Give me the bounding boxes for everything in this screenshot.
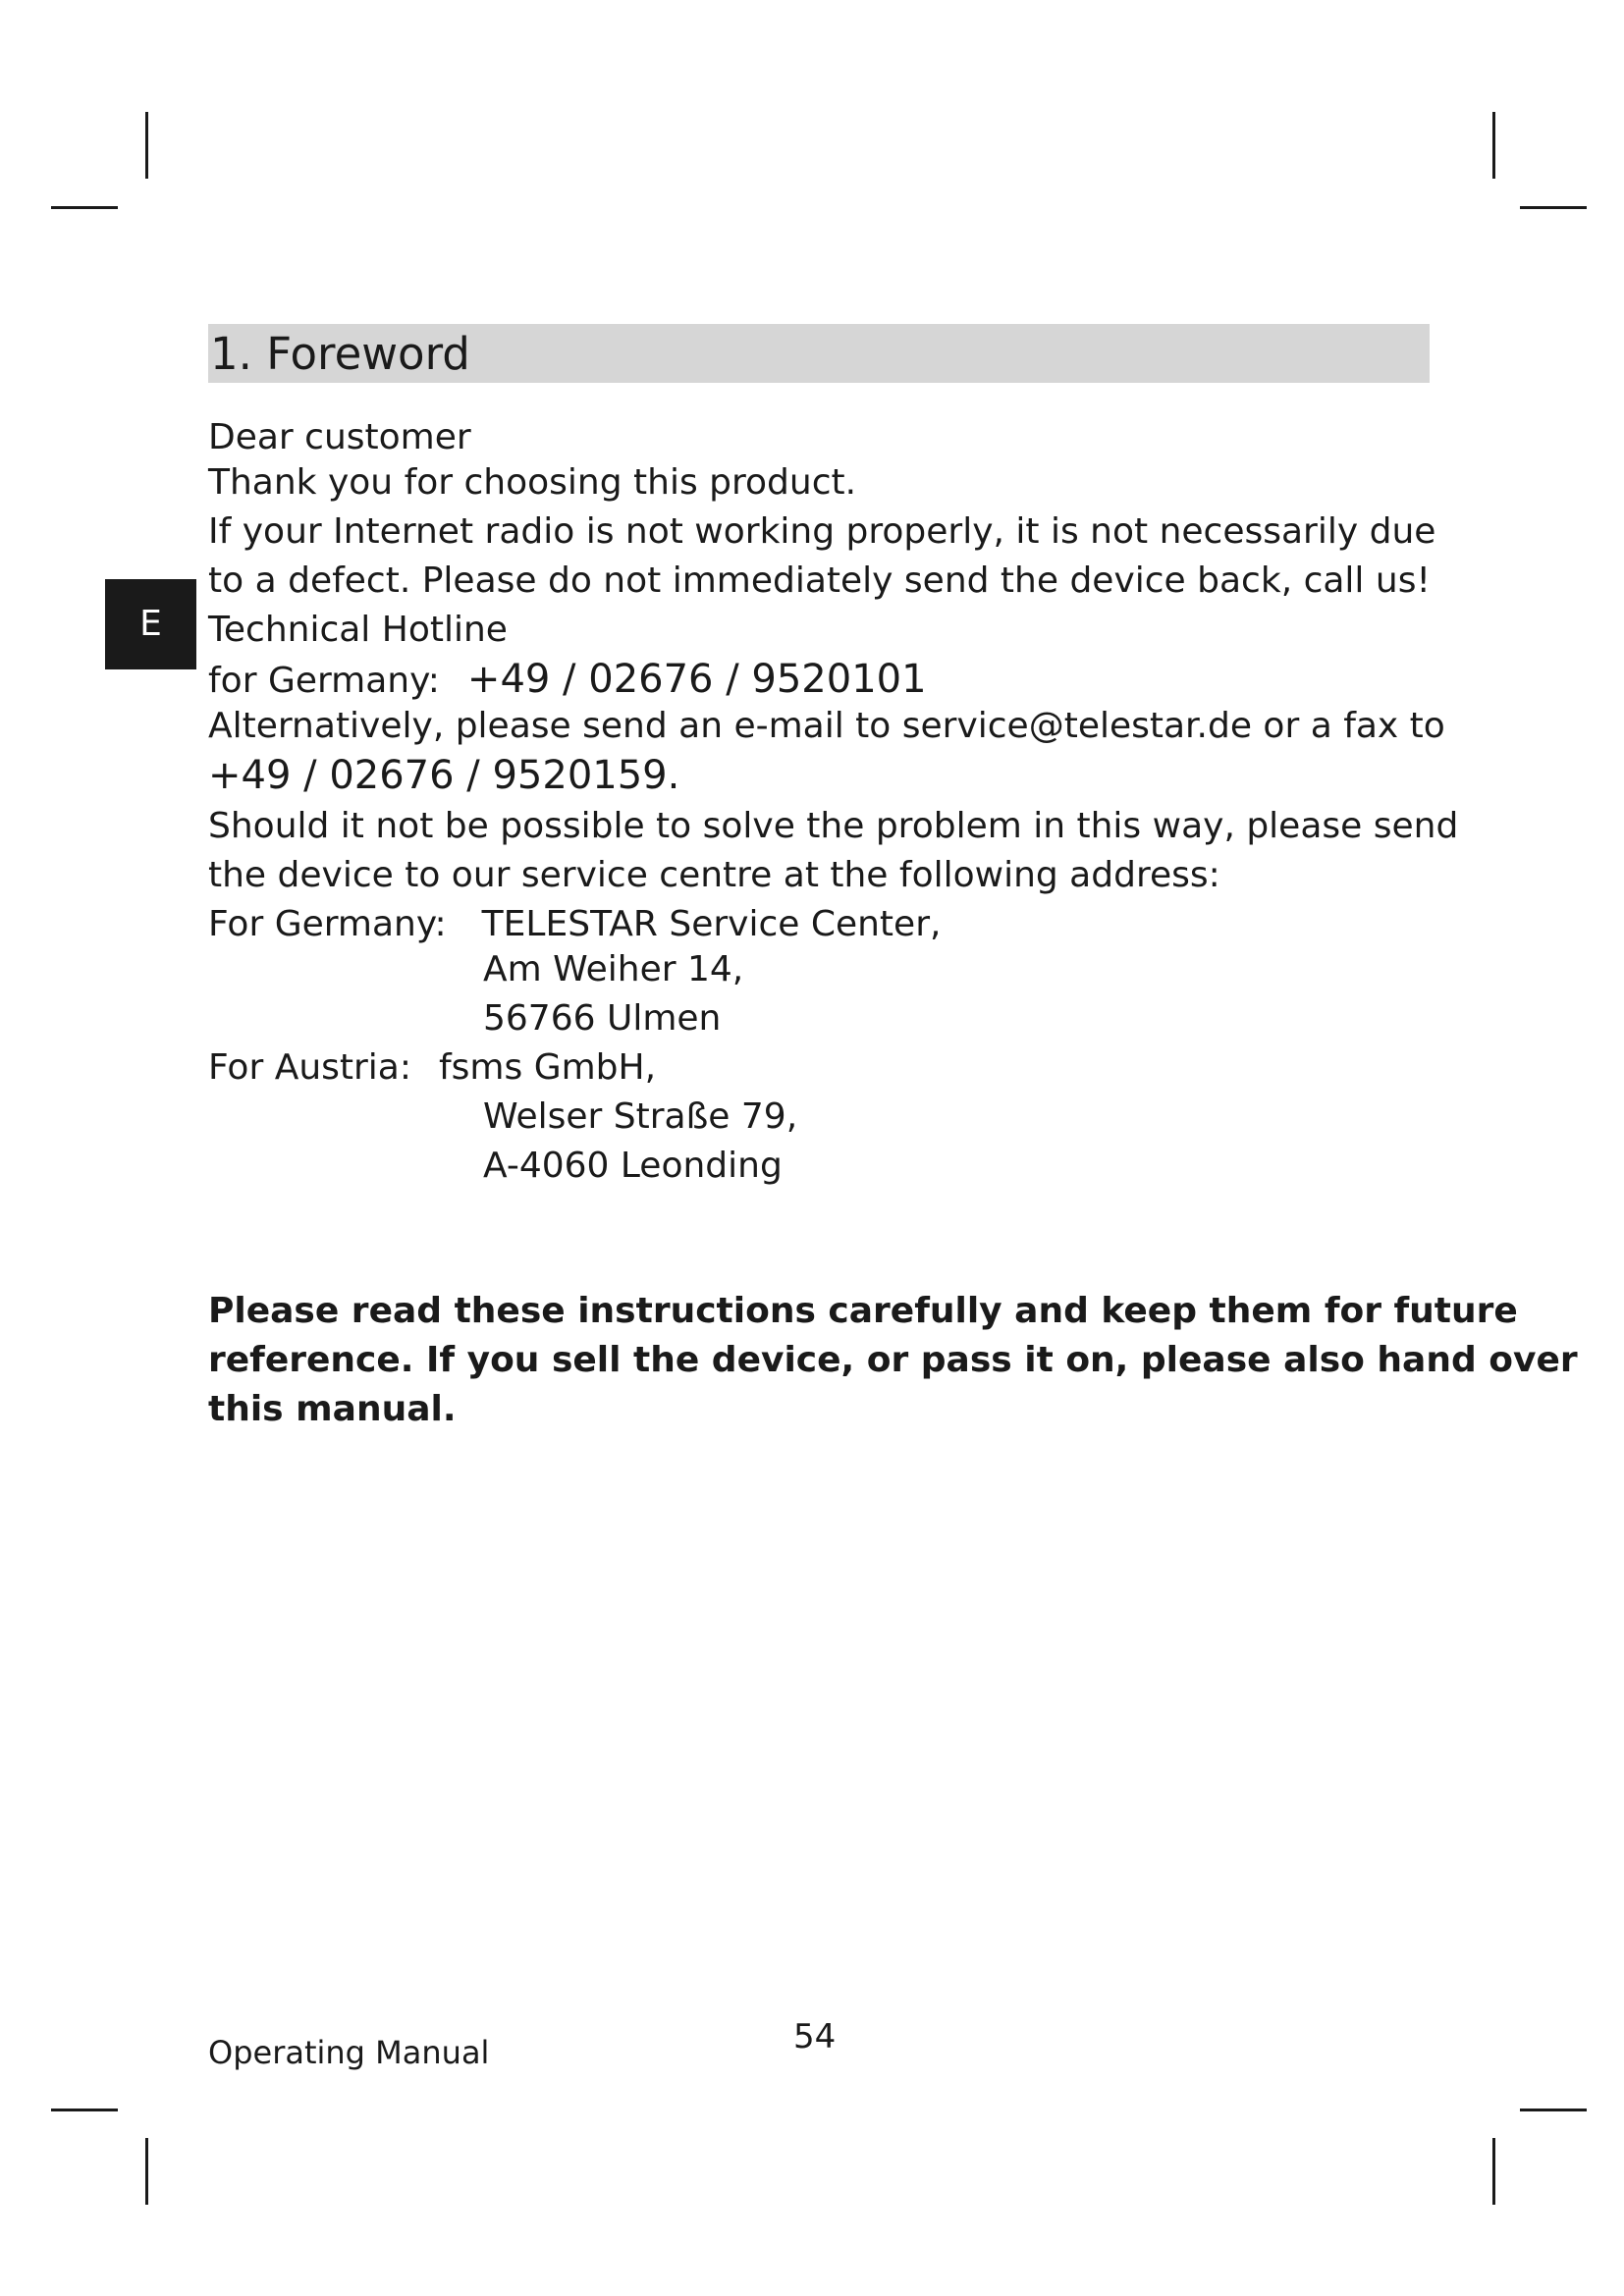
- crop-mark-bottom-right-vertical: [1492, 2138, 1495, 2205]
- germany-address-row: [208, 904, 942, 944]
- page-number: 54: [793, 2017, 837, 2056]
- germany-city: 56766 Ulmen: [483, 998, 722, 1039]
- hotline-country: for Germany:: [208, 661, 440, 701]
- notice-line-3: this manual.: [208, 1389, 457, 1429]
- notice-line-2: reference. If you sell the device, or pass it on, please also hand over: [208, 1340, 1578, 1380]
- germany-name: TELESTAR Service Center,: [481, 904, 942, 944]
- hotline-label: Technical Hotline: [208, 610, 508, 650]
- crop-mark-top-left-vertical: [145, 112, 148, 179]
- hotline-number: +49 / 02676 / 9520101: [466, 657, 927, 702]
- intro-line-2: to a defect. Please do not immediately send the device back, call us!: [208, 561, 1431, 601]
- thanks-text: Thank you for choosing this product.: [208, 462, 857, 503]
- austria-address-row: [208, 1047, 657, 1088]
- germany-street: Am Weiher 14,: [483, 949, 744, 989]
- austria-city: A-4060 Leonding: [483, 1146, 783, 1186]
- alternative-line-1: Alternatively, please send an e-mail to service@telestar.de or a fax to: [208, 706, 1445, 746]
- crop-mark-top-left-horizontal: [51, 206, 118, 209]
- crop-mark-bottom-left-vertical: [145, 2138, 148, 2205]
- section-heading-bar: [208, 324, 1430, 383]
- fax-number: +49 / 02676 / 9520159.: [208, 753, 680, 798]
- section-title: 1. Foreword: [210, 328, 470, 380]
- crop-mark-bottom-right-horizontal: [1520, 2109, 1587, 2111]
- notice-line-1: Please read these instructions carefully and keep them for future: [208, 1291, 1518, 1331]
- austria-street: Welser Straße 79,: [483, 1096, 798, 1137]
- greeting-text: Dear customer: [208, 417, 471, 457]
- language-tab: E: [105, 579, 196, 669]
- crop-mark-bottom-left-horizontal: [51, 2109, 118, 2111]
- intro-line-1: If your Internet radio is not working properly, it is not necessarily due: [208, 511, 1436, 552]
- hotline-row: [208, 657, 927, 702]
- crop-mark-top-right-vertical: [1492, 112, 1495, 179]
- austria-label: For Austria:: [208, 1047, 411, 1088]
- austria-name: fsms GmbH,: [439, 1047, 657, 1088]
- service-line-1: Should it not be possible to solve the problem in this way, please send: [208, 806, 1459, 846]
- germany-label: For Germany:: [208, 904, 447, 944]
- service-line-2: the device to our service centre at the following address:: [208, 855, 1220, 895]
- crop-mark-top-right-horizontal: [1520, 206, 1587, 209]
- footer-label: Operating Manual: [208, 2034, 490, 2071]
